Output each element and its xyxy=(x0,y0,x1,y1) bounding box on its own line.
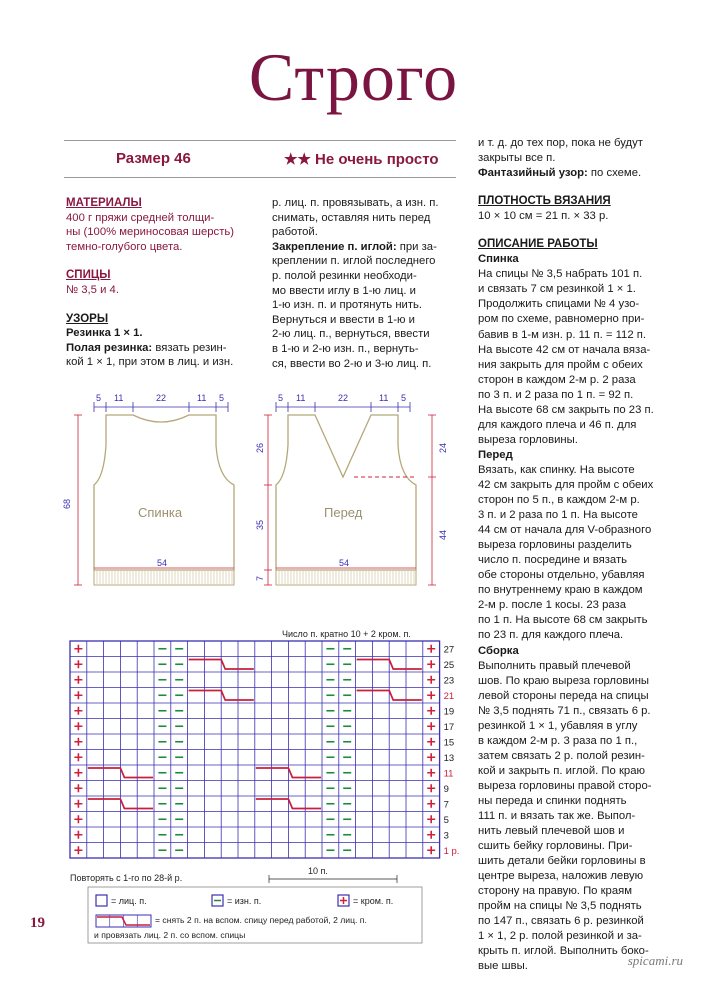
needles-text: № 3,5 и 4. xyxy=(66,283,119,296)
instruction-line: выреза горловины. xyxy=(478,433,578,446)
front-outline xyxy=(276,415,416,570)
instruction-line: резинкой 1 × 1, убавляя в углу xyxy=(478,719,638,732)
instruction-line: На спицы № 3,5 набрать 101 п. xyxy=(478,268,643,281)
instruction-line: шов. По краю выреза горловины xyxy=(478,674,650,687)
materials-column xyxy=(66,196,262,370)
density-heading: ПЛОТНОСТЬ ВЯЗАНИЯ xyxy=(478,195,611,208)
edge-stitch-mark xyxy=(427,846,435,854)
materials-line: темно-голубого цвета. xyxy=(66,240,183,253)
instruction-line: 44 см от начала для V-образного xyxy=(478,524,652,537)
front-label: Перед xyxy=(324,505,363,520)
repeat-note: Повторять с 1-го по 28-й р. xyxy=(70,873,183,883)
fancy-line xyxy=(478,166,692,181)
materials-line: 400 г пряжи средней толщи- xyxy=(66,211,215,224)
instruction-line: сшить бейку горловины. При- xyxy=(478,840,633,853)
instruction-line: сторон по 5 п., в каждом 2-м р. xyxy=(478,494,640,507)
edge-stitch-mark xyxy=(427,753,435,761)
row-label: 1 р. xyxy=(443,845,460,857)
instruction-line: На высоте 42 см от начала вяза- xyxy=(478,343,651,356)
edge-stitch-mark xyxy=(74,800,82,808)
legend-cable-1: = снять 2 п. на вспом. спицу перед работой, 2 лиц. п. xyxy=(155,915,367,925)
back-width: 54 xyxy=(157,558,168,568)
edge-stitch-mark xyxy=(74,707,82,715)
knit-icon xyxy=(96,895,107,906)
dim-text: 5 xyxy=(96,393,102,403)
fix-label: Закрепление п. иглой: xyxy=(272,240,397,253)
instruction-line: по 23 п. для каждого плеча. xyxy=(478,629,624,642)
density-text: 10 × 10 см = 21 п. × 33 р. xyxy=(478,210,609,223)
instruction-line: 1 × 1, 2 р. полой резинкой и за- xyxy=(478,930,642,943)
size-label: Размер 46 xyxy=(116,150,191,167)
fancy-label: Фантазийный узор: xyxy=(478,167,588,180)
front-lower-height: 44 xyxy=(438,529,448,540)
edge-stitch-mark xyxy=(74,660,82,668)
edge-stitch-mark xyxy=(74,815,82,823)
rib-label: Резинка 1 × 1. xyxy=(66,327,143,340)
instruction-line: 42 см закрыть для пройм с обеих xyxy=(478,478,654,491)
row-label: 21 xyxy=(443,690,455,702)
instruction-line: обе стороны отдельно, убавляя xyxy=(478,569,645,582)
materials-heading: МАТЕРИАЛЫ xyxy=(66,197,142,209)
instruction-line: число п. посредине и вязать xyxy=(478,554,628,567)
instruction-line: в каждом 2-м р. 3 раза по 1 п., xyxy=(478,734,638,747)
front-instructions xyxy=(478,463,692,644)
hollow-rib-line: кой 1 × 1, при этом в лиц. и изн. xyxy=(66,356,234,369)
edge-stitch-mark xyxy=(74,645,82,653)
back-outline xyxy=(94,415,234,570)
front-height-line xyxy=(428,415,436,585)
col2-line: 1-ю изн. п. и протянуть нить. xyxy=(272,299,423,312)
row-label: 25 xyxy=(443,659,455,671)
instruction-line: по 1 п. На высоте 68 см закрыть xyxy=(478,614,648,627)
difficulty-label: ★★ Не очень просто xyxy=(284,151,439,168)
rib-height: 7 xyxy=(255,575,265,581)
instruction-line: крыть п. иглой. Выполнить боко- xyxy=(478,945,649,958)
instruction-line: центре выреза, наложив левую xyxy=(478,870,644,883)
dim-text: 5 xyxy=(219,393,225,403)
armhole-back: 26 xyxy=(255,442,265,453)
header-rule-left xyxy=(64,140,456,141)
watermark: spicami.ru xyxy=(627,953,683,968)
fix-text: при за- xyxy=(396,240,437,253)
edge-stitch-mark xyxy=(74,846,82,854)
middle-height-line xyxy=(264,415,272,585)
instruction-line: 3 п. и 2 раза по 1 п. На высоте xyxy=(478,509,638,522)
row-label: 13 xyxy=(443,752,455,764)
instruction-line: пройм на спицы № 3,5 поднять xyxy=(478,900,642,913)
row-label: 19 xyxy=(443,706,455,718)
front-width: 54 xyxy=(339,558,350,568)
edge-stitch-mark xyxy=(427,769,435,777)
back-heading: Спинка xyxy=(478,253,519,266)
edge-stitch-mark xyxy=(427,660,435,668)
hollow-rib-line xyxy=(66,341,262,356)
instruction-line: нить левый плечевой шов и xyxy=(478,825,625,838)
instruction-line: Выполнить правый плечевой xyxy=(478,659,631,672)
edge-stitch-mark xyxy=(427,784,435,792)
cable-icon xyxy=(96,915,151,927)
row-label: 5 xyxy=(443,814,449,826)
edge-stitch-mark xyxy=(427,815,435,823)
col2-line xyxy=(272,240,462,255)
instruction-line: ны переда и спинки поднять xyxy=(478,794,627,807)
edge-stitch-mark xyxy=(74,831,82,839)
instruction-line: 2-м р. после 1 косы. 23 раза xyxy=(478,599,626,612)
edge-stitch-mark xyxy=(427,738,435,746)
instruction-line: сторону на правую. По краям xyxy=(478,885,632,898)
materials-text xyxy=(66,211,262,255)
dim-text: 11 xyxy=(379,393,389,403)
back-rib-lines xyxy=(97,571,232,584)
instructions-column xyxy=(478,136,692,975)
row-label: 3 xyxy=(443,830,449,842)
instruction-line: кой и закрыть п. иглой. По краю xyxy=(478,764,645,777)
stitch-chart xyxy=(60,625,470,945)
col2-line: работой. xyxy=(272,226,318,239)
instruction-line: На высоте 68 см закрыть по 23 п. xyxy=(478,403,654,416)
col2-line: ся, ввести во 2-ю и 3-ю лиц. п. xyxy=(272,357,432,370)
repeat-width: 10 п. xyxy=(308,866,328,876)
assembly-heading: Сборка xyxy=(478,644,519,657)
legend-knit: = лиц. п. xyxy=(111,896,147,906)
body-height: 35 xyxy=(255,519,265,530)
back-label: Спинка xyxy=(138,505,183,520)
edge-stitch-mark xyxy=(427,722,435,730)
instruction-line: бавив в 1-м изн. р. 11 п. = 112 п. xyxy=(478,328,647,341)
instruction-line: и связать 7 см резинкой 1 × 1. xyxy=(478,283,636,296)
hollow-rib-text: вязать резин- xyxy=(152,341,227,354)
instruction-line: по 3 п. и 2 раза по 1 п. = 92 п. xyxy=(478,388,634,401)
back-top-dimensions xyxy=(94,402,228,412)
back-total-height: 68 xyxy=(62,498,72,509)
col2-line: мо ввести иглу в 1-ю лиц. и xyxy=(272,284,416,297)
col2-line: р. полой резинки необходи- xyxy=(272,269,417,282)
col3-line: и т. д. до тех пор, пока не будут xyxy=(478,137,643,149)
instruction-line: левой стороны переда на спицы xyxy=(478,689,649,702)
front-heading: Перед xyxy=(478,448,513,461)
col2-line: р. лиц. п. провязывать, а изн. п. xyxy=(272,197,439,209)
instruction-line: шить детали бейки горловины в xyxy=(478,855,646,868)
instruction-line: ния закрыть для пройм с обеих xyxy=(478,358,643,371)
edge-stitch-mark xyxy=(427,800,435,808)
instruction-line: 111 п. и вязать так же. Выпол- xyxy=(478,810,636,823)
repeat-bracket xyxy=(269,875,397,883)
edge-stitch-mark xyxy=(74,722,82,730)
dim-text: 22 xyxy=(338,393,349,403)
legend-edge: = кром. п. xyxy=(353,896,394,906)
instruction-line: для каждого плеча и 46 п. для xyxy=(478,418,637,431)
dim-text: 5 xyxy=(278,393,284,403)
instruction-line: Вязать, как спинку. На высоте xyxy=(478,463,635,476)
dim-text: 22 xyxy=(156,393,167,403)
assembly-instructions xyxy=(478,659,692,975)
col2-line: креплении п. иглой последнего xyxy=(272,255,436,268)
fancy-text: по схеме. xyxy=(587,167,642,180)
back-height-line xyxy=(74,415,82,585)
front-rib-lines xyxy=(279,571,414,584)
stitch-multiple: Число п. кратно 10 + 2 кром. п. xyxy=(282,629,411,639)
instruction-line: затем связать 2 р. полой резин- xyxy=(478,749,645,762)
instruction-line: по 147 п., связать 6 р. резинкой xyxy=(478,915,644,928)
col2-line: Вернуться и ввести в 1-ю и xyxy=(272,313,415,326)
edge-stitch-mark xyxy=(74,753,82,761)
needles-heading: СПИЦЫ xyxy=(66,269,111,282)
armhole-front: 24 xyxy=(438,442,448,453)
col2-line: снимать, оставляя нить перед xyxy=(272,211,431,224)
instruction-line: выреза горловины правой сторо- xyxy=(478,779,652,792)
row-label: 11 xyxy=(443,768,454,780)
edge-stitch-mark xyxy=(74,769,82,777)
row-label: 9 xyxy=(443,783,449,795)
edge-stitch-mark xyxy=(74,691,82,699)
patterns-heading: УЗОРЫ xyxy=(66,312,109,325)
hollow-rib-label: Полая резинка: xyxy=(66,341,153,354)
col2-line: 2-ю лиц. п., вернуться, ввести xyxy=(272,328,430,341)
row-label: 17 xyxy=(443,721,455,733)
instruction-line: ром по схеме, равномерно при- xyxy=(478,313,645,326)
garment-schematics xyxy=(60,385,460,605)
instruction-line: по внутреннему краю в каждом xyxy=(478,584,643,597)
technique-column xyxy=(272,196,462,371)
edge-stitch-mark xyxy=(74,676,82,684)
row-label: 23 xyxy=(443,675,455,687)
instruction-line: сторон в каждом 2-м р. 2 раза xyxy=(478,373,636,386)
row-label: 7 xyxy=(443,799,449,811)
edge-stitch-mark xyxy=(427,707,435,715)
legend-cable-2: и провязать лиц. 2 п. со вспом. спицы xyxy=(94,930,246,940)
chart-row-labels xyxy=(444,644,460,857)
instruction-line: вые швы. xyxy=(478,960,528,973)
page-number: 19 xyxy=(30,915,45,931)
instruction-line: выреза горловины разделить xyxy=(478,539,632,552)
edge-stitch-mark xyxy=(427,676,435,684)
work-heading: ОПИСАНИЕ РАБОТЫ xyxy=(478,238,598,251)
dim-text: 5 xyxy=(401,393,407,403)
edge-stitch-mark xyxy=(427,645,435,653)
col3-line: закрыты все п. xyxy=(478,152,556,165)
row-label: 27 xyxy=(443,644,455,656)
header-rule-bottom xyxy=(64,177,456,178)
instruction-line: Продолжить спицами № 4 узо- xyxy=(478,298,640,311)
edge-stitch-mark xyxy=(74,738,82,746)
edge-stitch-mark xyxy=(427,691,435,699)
legend-purl: = изн. п. xyxy=(227,896,262,906)
chart-grid xyxy=(70,641,440,858)
page-title: Строго xyxy=(248,39,459,115)
edge-stitch-mark xyxy=(427,831,435,839)
edge-stitch-mark xyxy=(74,784,82,792)
dim-text: 11 xyxy=(197,393,207,403)
materials-line: ны (100% мериносовая шерсть) xyxy=(66,226,235,239)
back-instructions xyxy=(478,267,692,448)
col2-line: в 1-ю и 2-ю изн. п., вернуть- xyxy=(272,342,419,355)
front-top-dimensions xyxy=(276,402,410,412)
dim-text: 11 xyxy=(114,393,124,403)
dim-text: 11 xyxy=(296,393,306,403)
instruction-line: № 3,5 поднять 71 п., связать 6 р. xyxy=(478,704,651,717)
row-label: 15 xyxy=(443,737,455,749)
